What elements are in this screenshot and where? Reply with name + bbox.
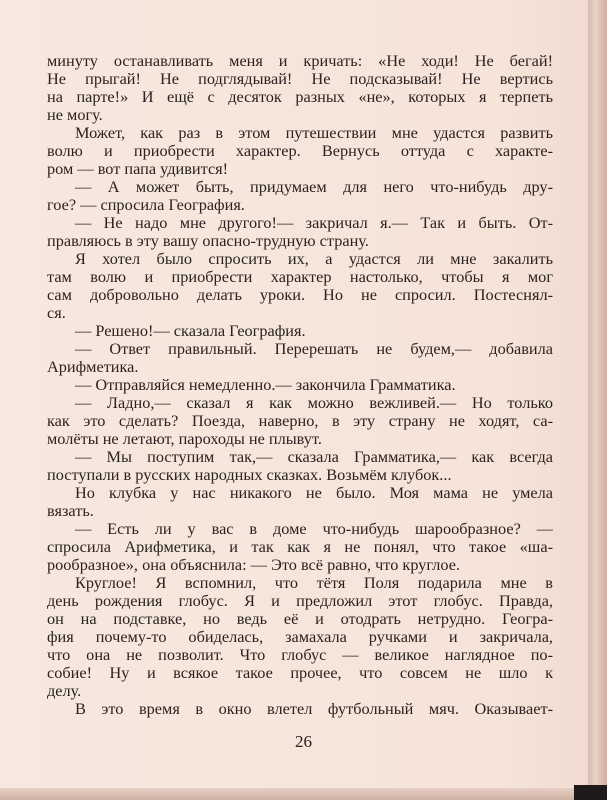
- text-line: там волю и приобрести характер настолько, чтобы я мог: [47, 268, 553, 286]
- text-line: молёты не летают, пароходы не плывут.: [47, 429, 322, 448]
- text-line: — Есть ли у вас в доме что-нибудь шарообразное? —: [75, 520, 553, 538]
- text-line: Не прыгай! Не подглядывай! Не подсказывай! Не вертись: [47, 70, 553, 88]
- paragraph: [47, 448, 553, 484]
- paragraph: [47, 394, 553, 448]
- text-line: ром — вот папа удивится!: [47, 159, 229, 178]
- text-line: волю и приобрести характер. Вернусь оттуда с характе-: [47, 142, 553, 160]
- text-line: спросила Арифметика, и так как я не понял, что такое «ша-: [47, 538, 553, 556]
- text-line: не могу.: [47, 105, 103, 124]
- text-line: на парте!» И ещё с десяток разных «не», которых я терпеть: [47, 88, 553, 106]
- paragraph: [47, 520, 553, 574]
- text-line: как это сделать? Поезда, наверно, в эту страну не ходят, са-: [47, 412, 553, 430]
- paragraph: [47, 376, 553, 394]
- text-line: минуту останавливать меня и кричать: «Не ходи! Не бегай!: [47, 52, 553, 70]
- text-line: день рождения глобус. Я и предложил этот глобус. Правда,: [47, 592, 553, 610]
- text-line: Круглое! Я вспомнил, что тётя Поля подарила мне в: [75, 574, 553, 592]
- text-line: — Ладно,— сказал я как можно вежливей.— Но только: [75, 394, 553, 412]
- text-line: — Решено!— сказала География.: [75, 321, 306, 340]
- paragraph: [47, 700, 553, 718]
- text-line: правляюсь в эту вашу опасно-трудную страну.: [47, 231, 369, 250]
- paragraph: [47, 124, 553, 178]
- text-line: поступали в русских народных сказках. Возьмём клубок...: [47, 465, 452, 484]
- text-line: гое? — спросила География.: [47, 195, 245, 214]
- paragraph: [47, 322, 553, 340]
- text-line: — Отправляйся немедленно.— закончила Грамматика.: [75, 375, 456, 394]
- paragraph: [47, 52, 553, 124]
- paragraph: [47, 340, 553, 376]
- text-line: что она не позволит. Что глобус — великое наглядное по-: [47, 646, 553, 664]
- paragraph: [47, 178, 553, 214]
- text-line: ся.: [47, 303, 66, 322]
- paragraph: [47, 214, 553, 250]
- text-line: сам добровольно делать уроки. Но не спросил. Постеснял-: [47, 286, 553, 304]
- text-line: собие! Ну и всякое такое прочее, что совсем не шло к: [47, 664, 553, 682]
- page-number: 26: [295, 732, 312, 751]
- text-line: Арифметика.: [47, 357, 139, 376]
- paragraph: [47, 574, 553, 700]
- text-line: — А может быть, придумаем для него что-нибудь дру-: [75, 178, 553, 196]
- book-binding: [574, 785, 607, 800]
- text-line: Я хотел было спросить их, а удастся ли мне закалить: [75, 250, 553, 268]
- text-line: — Ответ правильный. Перерешать не будем,— добавила: [75, 340, 553, 358]
- text-line: фия почему-то обиделась, замахала ручками и закричала,: [47, 628, 553, 646]
- text-line: — Мы поступим так,— сказала Грамматика,— как всегда: [75, 448, 553, 466]
- text-line: рообразное», она объяснила: — Это всё равно, что круглое.: [47, 555, 461, 574]
- text-line: он на подставке, но ведь её и отодрать нетрудно. Геогра-: [47, 610, 553, 628]
- paragraph: [47, 250, 553, 322]
- text-line: Может, как раз в этом путешествии мне удастся развить: [75, 124, 553, 142]
- body-text: [47, 52, 553, 718]
- text-line: В это время в окно влетел футбольный мяч. Оказывает-: [75, 700, 553, 718]
- text-line: — Не надо мне другого!— закричал я.— Так и быть. От-: [75, 214, 553, 232]
- text-line: делу.: [47, 681, 82, 700]
- paragraph: [47, 484, 553, 520]
- page-bottom-edge: [0, 788, 607, 800]
- text-line: вязать.: [47, 501, 94, 520]
- text-line: Но клубка у нас никакого не было. Моя мама не умела: [75, 484, 553, 502]
- page-edge: [588, 0, 607, 800]
